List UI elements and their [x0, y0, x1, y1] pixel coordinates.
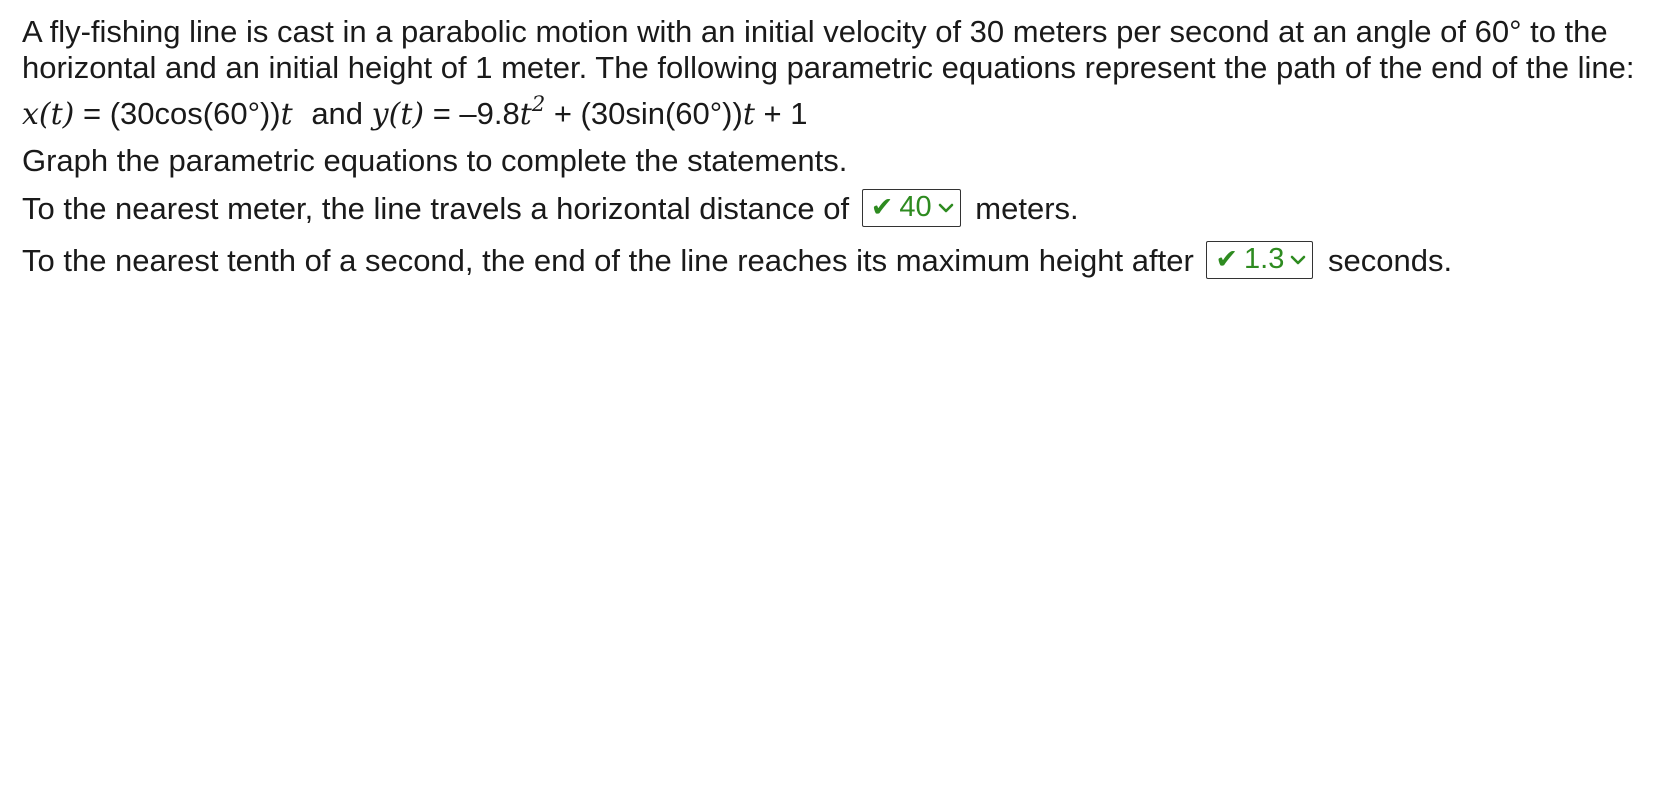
x-equation-body: = (30cos(60°))	[74, 96, 281, 131]
y-equation-constant: + 1	[754, 96, 808, 131]
statement2-unit: seconds.	[1328, 243, 1453, 278]
question-content	[22, 14, 1668, 289]
y-equation-variable-2: t	[742, 97, 755, 132]
statement-horizontal-distance	[22, 185, 1668, 233]
y-equation-variable: t	[519, 97, 532, 132]
statement-max-height-time	[22, 237, 1668, 285]
y-function-label: y(t)	[371, 97, 425, 132]
statement1-unit: meters.	[975, 191, 1079, 226]
checkmark-icon: ✔	[1215, 244, 1239, 276]
x-function-label: x(t)	[22, 97, 75, 132]
equation-connector: and	[311, 96, 364, 131]
horizontal-distance-value: 40	[899, 191, 932, 224]
chevron-down-icon	[1290, 254, 1306, 266]
parametric-equations	[22, 94, 1668, 135]
y-equation-linear-term: + (30sin(60°))	[545, 96, 743, 131]
statement1-text: To the nearest meter, the line travels a horizontal distance of	[22, 191, 850, 226]
x-equation-variable: t	[280, 97, 293, 132]
chevron-down-icon	[938, 202, 954, 214]
question-intro: A fly-fishing line is cast in a parabolic motion with an initial velocity of 30 meters per second at an angle of 60° to the horizontal and an initial height of 1 meter. The following parametric equations represent the path of the end of the line:	[22, 14, 1635, 85]
y-equation-exponent: 2	[531, 92, 546, 116]
max-height-time-value: 1.3	[1244, 243, 1285, 276]
y-equation-coefficient: = –9.8	[424, 96, 520, 131]
question-instruction: Graph the parametric equations to complete the statements.	[22, 143, 848, 178]
max-height-time-dropdown[interactable]	[1206, 241, 1313, 279]
horizontal-distance-dropdown[interactable]	[862, 189, 961, 227]
statement2-text: To the nearest tenth of a second, the end of the line reaches its maximum height after	[22, 243, 1194, 278]
checkmark-icon: ✔	[870, 192, 894, 224]
